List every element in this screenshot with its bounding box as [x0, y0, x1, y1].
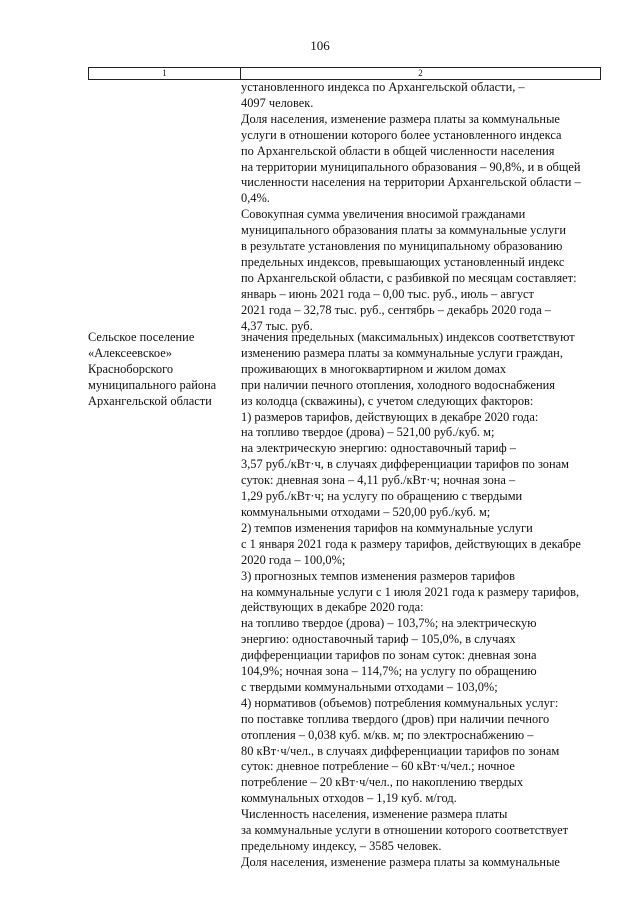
- municipality-line: Архангельской области: [88, 393, 212, 408]
- text-line: Доля населения, изменение размера платы за коммунальные: [241, 111, 560, 126]
- text-line: 80 кВт·ч/чел., в случаях дифференциации тарифов по зонам: [241, 743, 560, 758]
- text-line: 3) прогнозных темпов изменения размеров тарифов: [241, 568, 515, 583]
- text-line: с 1 января 2021 года к размеру тарифов, действующих в декабре: [241, 536, 581, 551]
- text-line: Совокупная сумма увеличения вносимой гражданами: [241, 207, 526, 222]
- text-line: предельных индексов, превышающих установленный индекс: [241, 254, 565, 269]
- text-line: по поставке топлива твердого (дров) при наличии печного: [241, 711, 550, 726]
- text-line: при наличии печного отопления, холодного водоснабжения: [241, 377, 555, 392]
- text-line: энергию: одноставочный тариф – 105,0%, в случаях: [241, 632, 516, 647]
- municipality-line: Сельское поселение: [88, 330, 195, 344]
- text-line: по Архангельской области, с разбивкой по месяцам составляет:: [241, 270, 577, 285]
- text-line: с твердыми коммунальными отходами – 103,0%;: [241, 679, 498, 694]
- text-line: из колодца (скважины), с учетом следующих факторов:: [241, 393, 534, 408]
- text-line: предельному индексу, – 3585 человек.: [241, 839, 442, 853]
- text-line: Доля населения, изменение размера платы за коммунальные: [241, 854, 560, 869]
- text-line: действующих в декабре 2020 года:: [241, 600, 424, 615]
- text-line: на коммунальные услуги с 1 июля 2021 года к размеру тарифов,: [241, 584, 580, 599]
- text-block-previous-municipality: [241, 80, 581, 335]
- text-line: проживающих в многоквартирном и жилом домах: [241, 361, 507, 376]
- text-line: муниципального образования платы за коммунальные услуги: [241, 223, 566, 238]
- text-line: на топливо твердое (дрова) – 521,00 руб./куб. м;: [241, 425, 495, 440]
- text-block-alekseevskoe: [241, 330, 581, 871]
- text-line: 0,4%.: [241, 191, 270, 206]
- text-line: в результате установления по муниципальному образованию: [241, 239, 563, 254]
- municipality-line: Красноборского: [88, 361, 174, 376]
- text-line: дифференциации тарифов по зонам суток: дневная зона: [241, 648, 537, 663]
- text-line: 2020 года – 100,0%;: [241, 552, 346, 567]
- table-header-row: [88, 67, 601, 80]
- text-line: потребление – 20 кВт·ч/чел., по накоплению твердых: [241, 775, 524, 790]
- text-line: 2021 года – 32,78 тыс. руб., сентябрь – декабрь 2020 года –: [241, 302, 552, 317]
- text-line: на территории муниципального образования – 90,8%, и в общей: [241, 159, 581, 174]
- municipality-line: «Алексеевское»: [88, 345, 172, 360]
- text-line: численности населения на территории Архангельской области –: [241, 175, 581, 190]
- text-line: суток: дневное потребление – 60 кВт·ч/чел.; ночное: [241, 759, 515, 774]
- text-line: 1,29 руб./кВт·ч; на услугу по обращению с твердыми: [241, 489, 523, 504]
- text-line: 4) нормативов (объемов) потребления коммунальных услуг:: [241, 695, 559, 710]
- text-line: 4,37 тыс. руб.: [241, 318, 313, 333]
- text-line: отопления – 0,038 куб. м/кв. м; по электроснабжению –: [241, 727, 534, 742]
- column-header-1: 1: [89, 68, 241, 79]
- text-line: значения предельных (максимальных) индексов соответствуют: [241, 330, 575, 344]
- text-line: суток: дневная зона – 4,11 руб./кВт·ч; ночная зона –: [241, 473, 516, 488]
- text-line: Численность населения, изменение размера платы: [241, 807, 508, 822]
- text-line: за коммунальные услуги в отношении которого соответствует: [241, 823, 569, 838]
- text-line: коммунальными отходами – 520,00 руб./куб. м;: [241, 504, 491, 519]
- text-line: на топливо твердое (дрова) – 103,7%; на электрическую: [241, 616, 537, 631]
- text-line: на электрическую энергию: одноставочный тариф –: [241, 441, 516, 456]
- page-number: 106: [310, 38, 330, 53]
- text-line: установленного индекса по Архангельской области, –: [241, 80, 525, 94]
- municipality-name-cell: [88, 330, 216, 410]
- text-line: услуги в отношении которого более установленного индекса: [241, 127, 562, 142]
- text-line: январь – июнь 2021 года – 0,00 тыс. руб., июль – август: [241, 286, 534, 301]
- text-line: 3,57 руб./кВт·ч, в случаях дифференциации тарифов по зонам: [241, 457, 569, 472]
- municipality-line: муниципального района: [88, 377, 217, 392]
- text-line: изменению размера платы за коммунальные услуги граждан,: [241, 345, 563, 360]
- text-line: 4097 человек.: [241, 95, 314, 110]
- text-line: 2) темпов изменения тарифов на коммунальные услуги: [241, 520, 533, 535]
- text-line: 104,9%; ночная зона – 114,7%; на услугу по обращению: [241, 664, 537, 679]
- text-line: коммунальных отходов – 1,19 куб. м/год.: [241, 791, 457, 806]
- text-line: 1) размеров тарифов, действующих в декабре 2020 года:: [241, 409, 539, 424]
- text-line: по Архангельской области в общей численности населения: [241, 143, 555, 158]
- column-header-2: 2: [418, 68, 423, 78]
